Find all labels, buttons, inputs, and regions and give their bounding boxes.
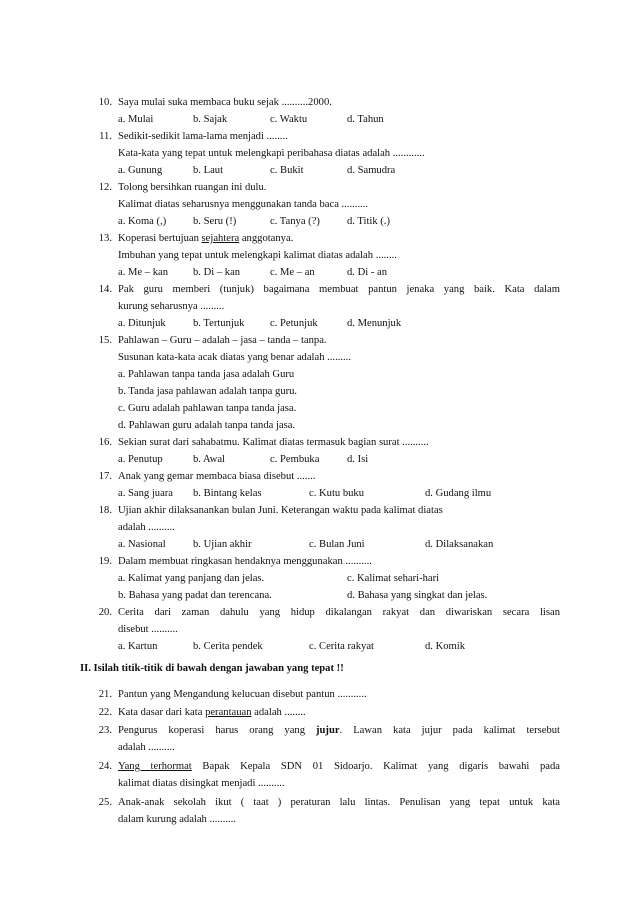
question-text: Cerita dari zaman dahulu yang hidup dikalangan rakyat dan diwariskan secara lisan <box>118 607 560 618</box>
option-b: b. Ujian akhir <box>193 539 252 550</box>
option-d: d. Dilaksanakan <box>425 539 494 550</box>
question-text: Koperasi bertujuan sejahtera anggotanya. <box>118 233 294 244</box>
question-number: 15. <box>98 335 112 346</box>
option-b: b. Tanda jasa pahlawan adalah tanpa guru. <box>118 386 298 397</box>
question-text: Dalam membuat ringkasan hendaknya menggunakan .......... <box>118 556 372 567</box>
underlined-word: sejahtera <box>201 233 240 244</box>
question-text: Tolong bersihkan ruangan ini dulu. <box>118 182 267 193</box>
option-c: c. Petunjuk <box>270 318 318 329</box>
bold-word: jujur <box>316 725 340 736</box>
question-text: Sedikit-sedikit lama-lama menjadi ........ <box>118 131 288 142</box>
option-d: d. Titik (.) <box>347 216 390 227</box>
option-c: c. Guru adalah pahlawan tanpa tanda jasa. <box>118 403 297 414</box>
option-a: a. Kartun <box>118 641 158 652</box>
question-text: Saya mulai suka membaca buku sejak ..........2000. <box>118 97 332 108</box>
option-c: c. Bukit <box>270 165 304 176</box>
option-b: b. Di – kan <box>193 267 241 278</box>
option-a: a. Sang juara <box>118 488 174 499</box>
option-d: d. Di - an <box>347 267 388 278</box>
option-c: c. Pembuka <box>270 454 320 465</box>
option-d: d. Komik <box>425 641 466 652</box>
option-a: a. Kalimat yang panjang dan jelas. <box>118 573 265 584</box>
option-d: d. Tahun <box>347 114 384 125</box>
option-a: a. Ditunjuk <box>118 318 166 329</box>
option-b: b. Cerita pendek <box>193 641 263 652</box>
question-text: Sekian surat dari sahabatmu. Kalimat diatas termasuk bagian surat .......... <box>118 437 429 448</box>
option-a: a. Gunung <box>118 165 163 176</box>
question-number: 11. <box>99 131 112 142</box>
option-c: c. Me – an <box>270 267 315 278</box>
question-number: 25. <box>98 797 112 808</box>
question-text: Anak-anak sekolah ikut ( taat ) peraturan lalu lintas. Penulisan yang tepat untuk kata <box>118 797 560 808</box>
option-d: d. Menunjuk <box>347 318 402 329</box>
question-text-cont: dalam kurung adalah .......... <box>118 814 236 825</box>
option-c: c. Kutu buku <box>309 488 365 499</box>
option-b: b. Laut <box>193 165 224 176</box>
option-c: c. Waktu <box>270 114 308 125</box>
option-d: d. Gudang ilmu <box>425 488 492 499</box>
option-a: a. Mulai <box>118 114 154 125</box>
question-number: 19. <box>98 556 112 567</box>
question-number: 23. <box>98 725 112 736</box>
option-c: c. Kalimat sehari-hari <box>347 573 440 584</box>
question-text: Kata dasar dari kata perantauan adalah ........ <box>118 707 306 718</box>
option-b: b. Bahasa yang padat dan terencana. <box>118 590 272 601</box>
option-d: d. Isi <box>347 454 369 465</box>
option-d: d. Bahasa yang singkat dan jelas. <box>347 590 488 601</box>
question-number: 17. <box>98 471 112 482</box>
option-b: b. Bintang kelas <box>193 488 262 499</box>
question-text: Pahlawan – Guru – adalah – jasa – tanda – tanpa. <box>118 335 327 346</box>
underlined-phrase: Yang terhormat <box>118 761 192 772</box>
question-text-cont: kurung seharusnya ......... <box>118 301 225 312</box>
question-text: Ujian akhir dilaksanankan bulan Juni. Keterangan waktu pada kalimat diatas <box>118 505 443 516</box>
question-number: 16. <box>98 437 112 448</box>
question-number: 20. <box>98 607 112 618</box>
question-text-cont: adalah .......... <box>118 522 175 533</box>
option-a: a. Penutup <box>118 454 163 465</box>
option-c: c. Cerita rakyat <box>309 641 375 652</box>
question-subtext: Imbuhan yang tepat untuk melengkapi kalimat diatas adalah ........ <box>118 250 397 261</box>
option-b: b. Seru (!) <box>193 216 237 227</box>
question-subtext: Susunan kata-kata acak diatas yang benar adalah ......... <box>118 352 351 363</box>
question-number: 13. <box>98 233 112 244</box>
question-number: 22. <box>98 707 112 718</box>
option-c: c. Tanya (?) <box>270 216 320 227</box>
question-number: 18. <box>98 505 112 516</box>
option-b: b. Sajak <box>193 114 228 125</box>
section-heading: II. Isilah titik-titik di bawah dengan jawaban yang tepat !! <box>80 663 344 674</box>
question-number: 24. <box>98 761 112 772</box>
option-b: b. Awal <box>193 454 225 465</box>
option-a: a. Nasional <box>118 539 166 550</box>
question-text: Pak guru memberi (tunjuk) bagaimana membuat pantun jenaka yang baik. Kata dalam <box>118 284 560 295</box>
option-a: a. Koma (,) <box>118 216 167 227</box>
option-a: a. Pahlawan tanpa tanda jasa adalah Guru <box>118 369 295 380</box>
option-d: d. Pahlawan guru adalah tanpa tanda jasa. <box>118 420 296 431</box>
question-number: 21. <box>98 689 112 700</box>
option-c: c. Bulan Juni <box>309 539 365 550</box>
question-text: Pengurus koperasi harus orang yang jujur. Lawan kata jujur pada kalimat tersebut <box>118 725 560 736</box>
question-subtext: Kata-kata yang tepat untuk melengkapi peribahasa diatas adalah ............ <box>118 148 425 159</box>
underlined-word: perantauan <box>205 707 252 718</box>
question-number: 12. <box>98 182 112 193</box>
question-text-cont: kalimat diatas disingkat menjadi .......... <box>118 778 285 789</box>
option-d: d. Samudra <box>347 165 396 176</box>
question-text: Pantun yang Mengandung kelucuan disebut pantun ........... <box>118 689 367 700</box>
question-subtext: Kalimat diatas seharusnya menggunakan tanda baca .......... <box>118 199 369 210</box>
question-text: Anak yang gemar membaca biasa disebut ....... <box>118 471 316 482</box>
question-text-cont: disebut .......... <box>118 624 178 635</box>
question-text: Yang terhormat Bapak Kepala SDN 01 Sidoarjo. Kalimat yang digaris bawahi pada <box>118 761 560 772</box>
question-text-cont: adalah .......... <box>118 742 175 753</box>
question-number: 10. <box>98 97 112 108</box>
option-a: a. Me – kan <box>118 267 169 278</box>
option-b: b. Tertunjuk <box>193 318 245 329</box>
question-number: 14. <box>98 284 112 295</box>
